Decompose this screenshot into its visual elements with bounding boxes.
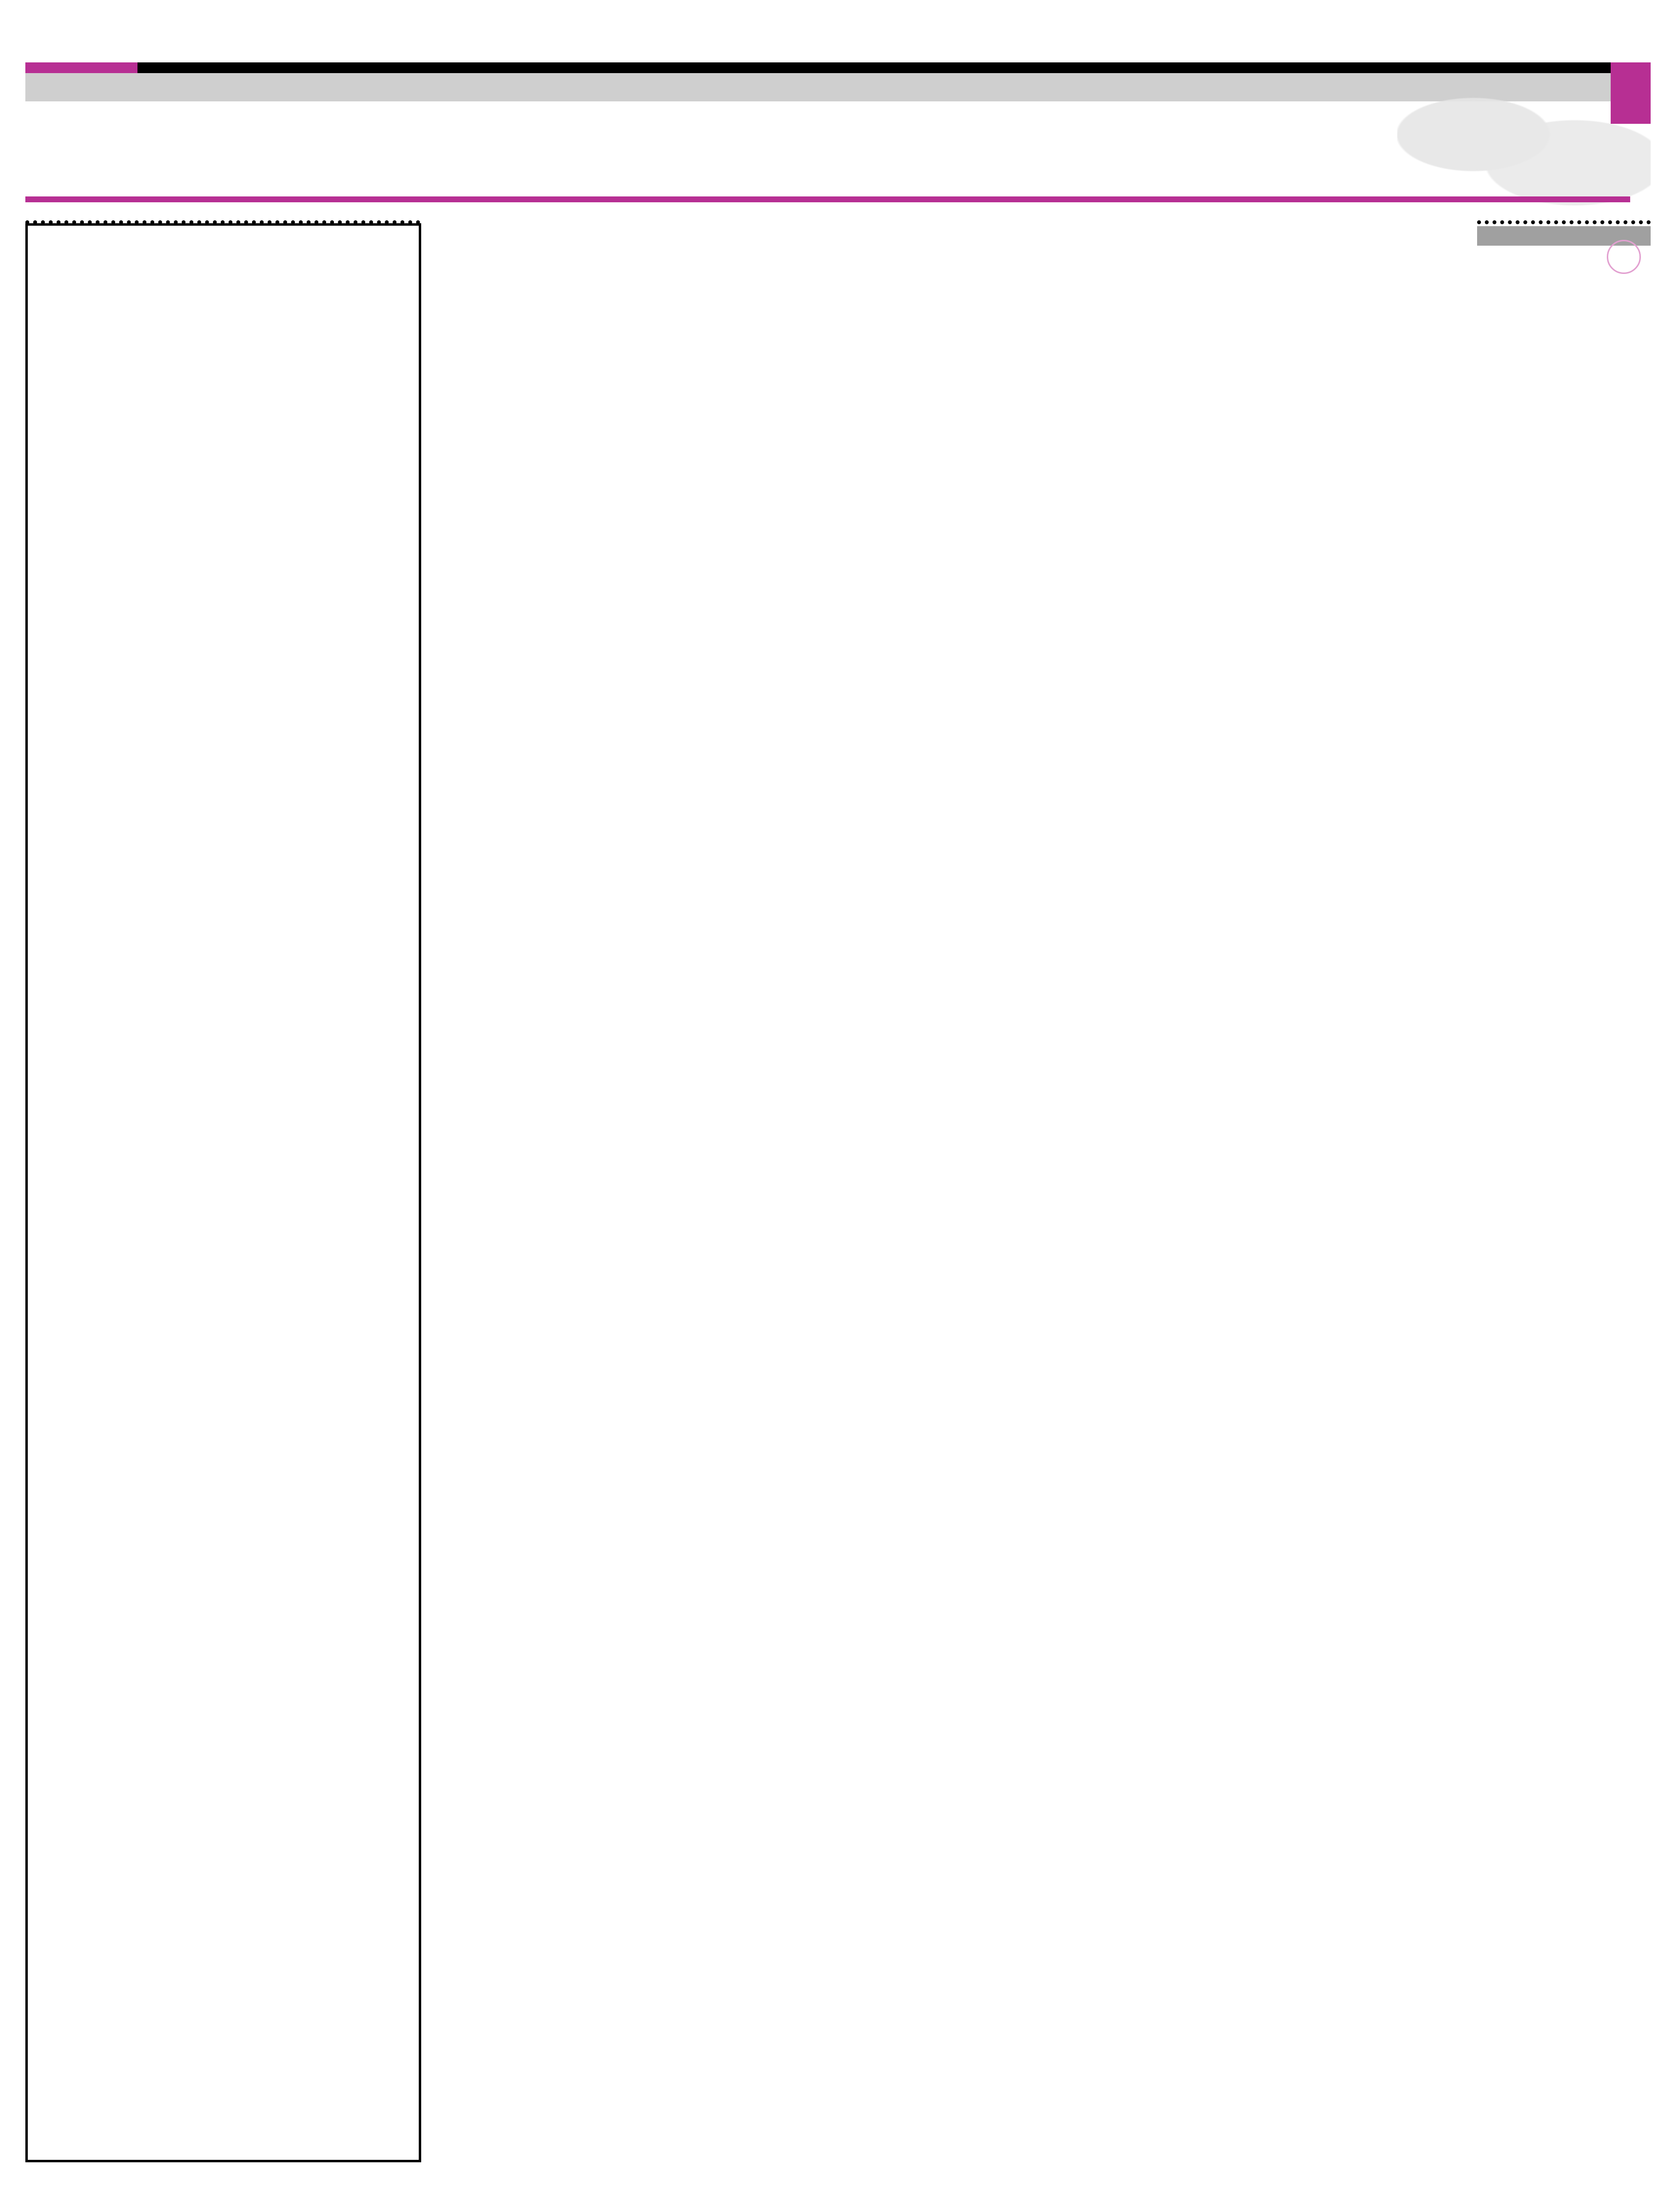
masthead-gray-band [25,73,1630,101]
globe-icon [1607,240,1641,274]
masthead-accent-bar [25,62,137,73]
section-header-news [1477,220,1651,264]
report-panel [25,223,421,2162]
dotted-rule [1477,220,1651,224]
page-number [1611,62,1651,124]
dateline-rule [25,196,1630,202]
masthead-black-bar [25,62,1630,73]
